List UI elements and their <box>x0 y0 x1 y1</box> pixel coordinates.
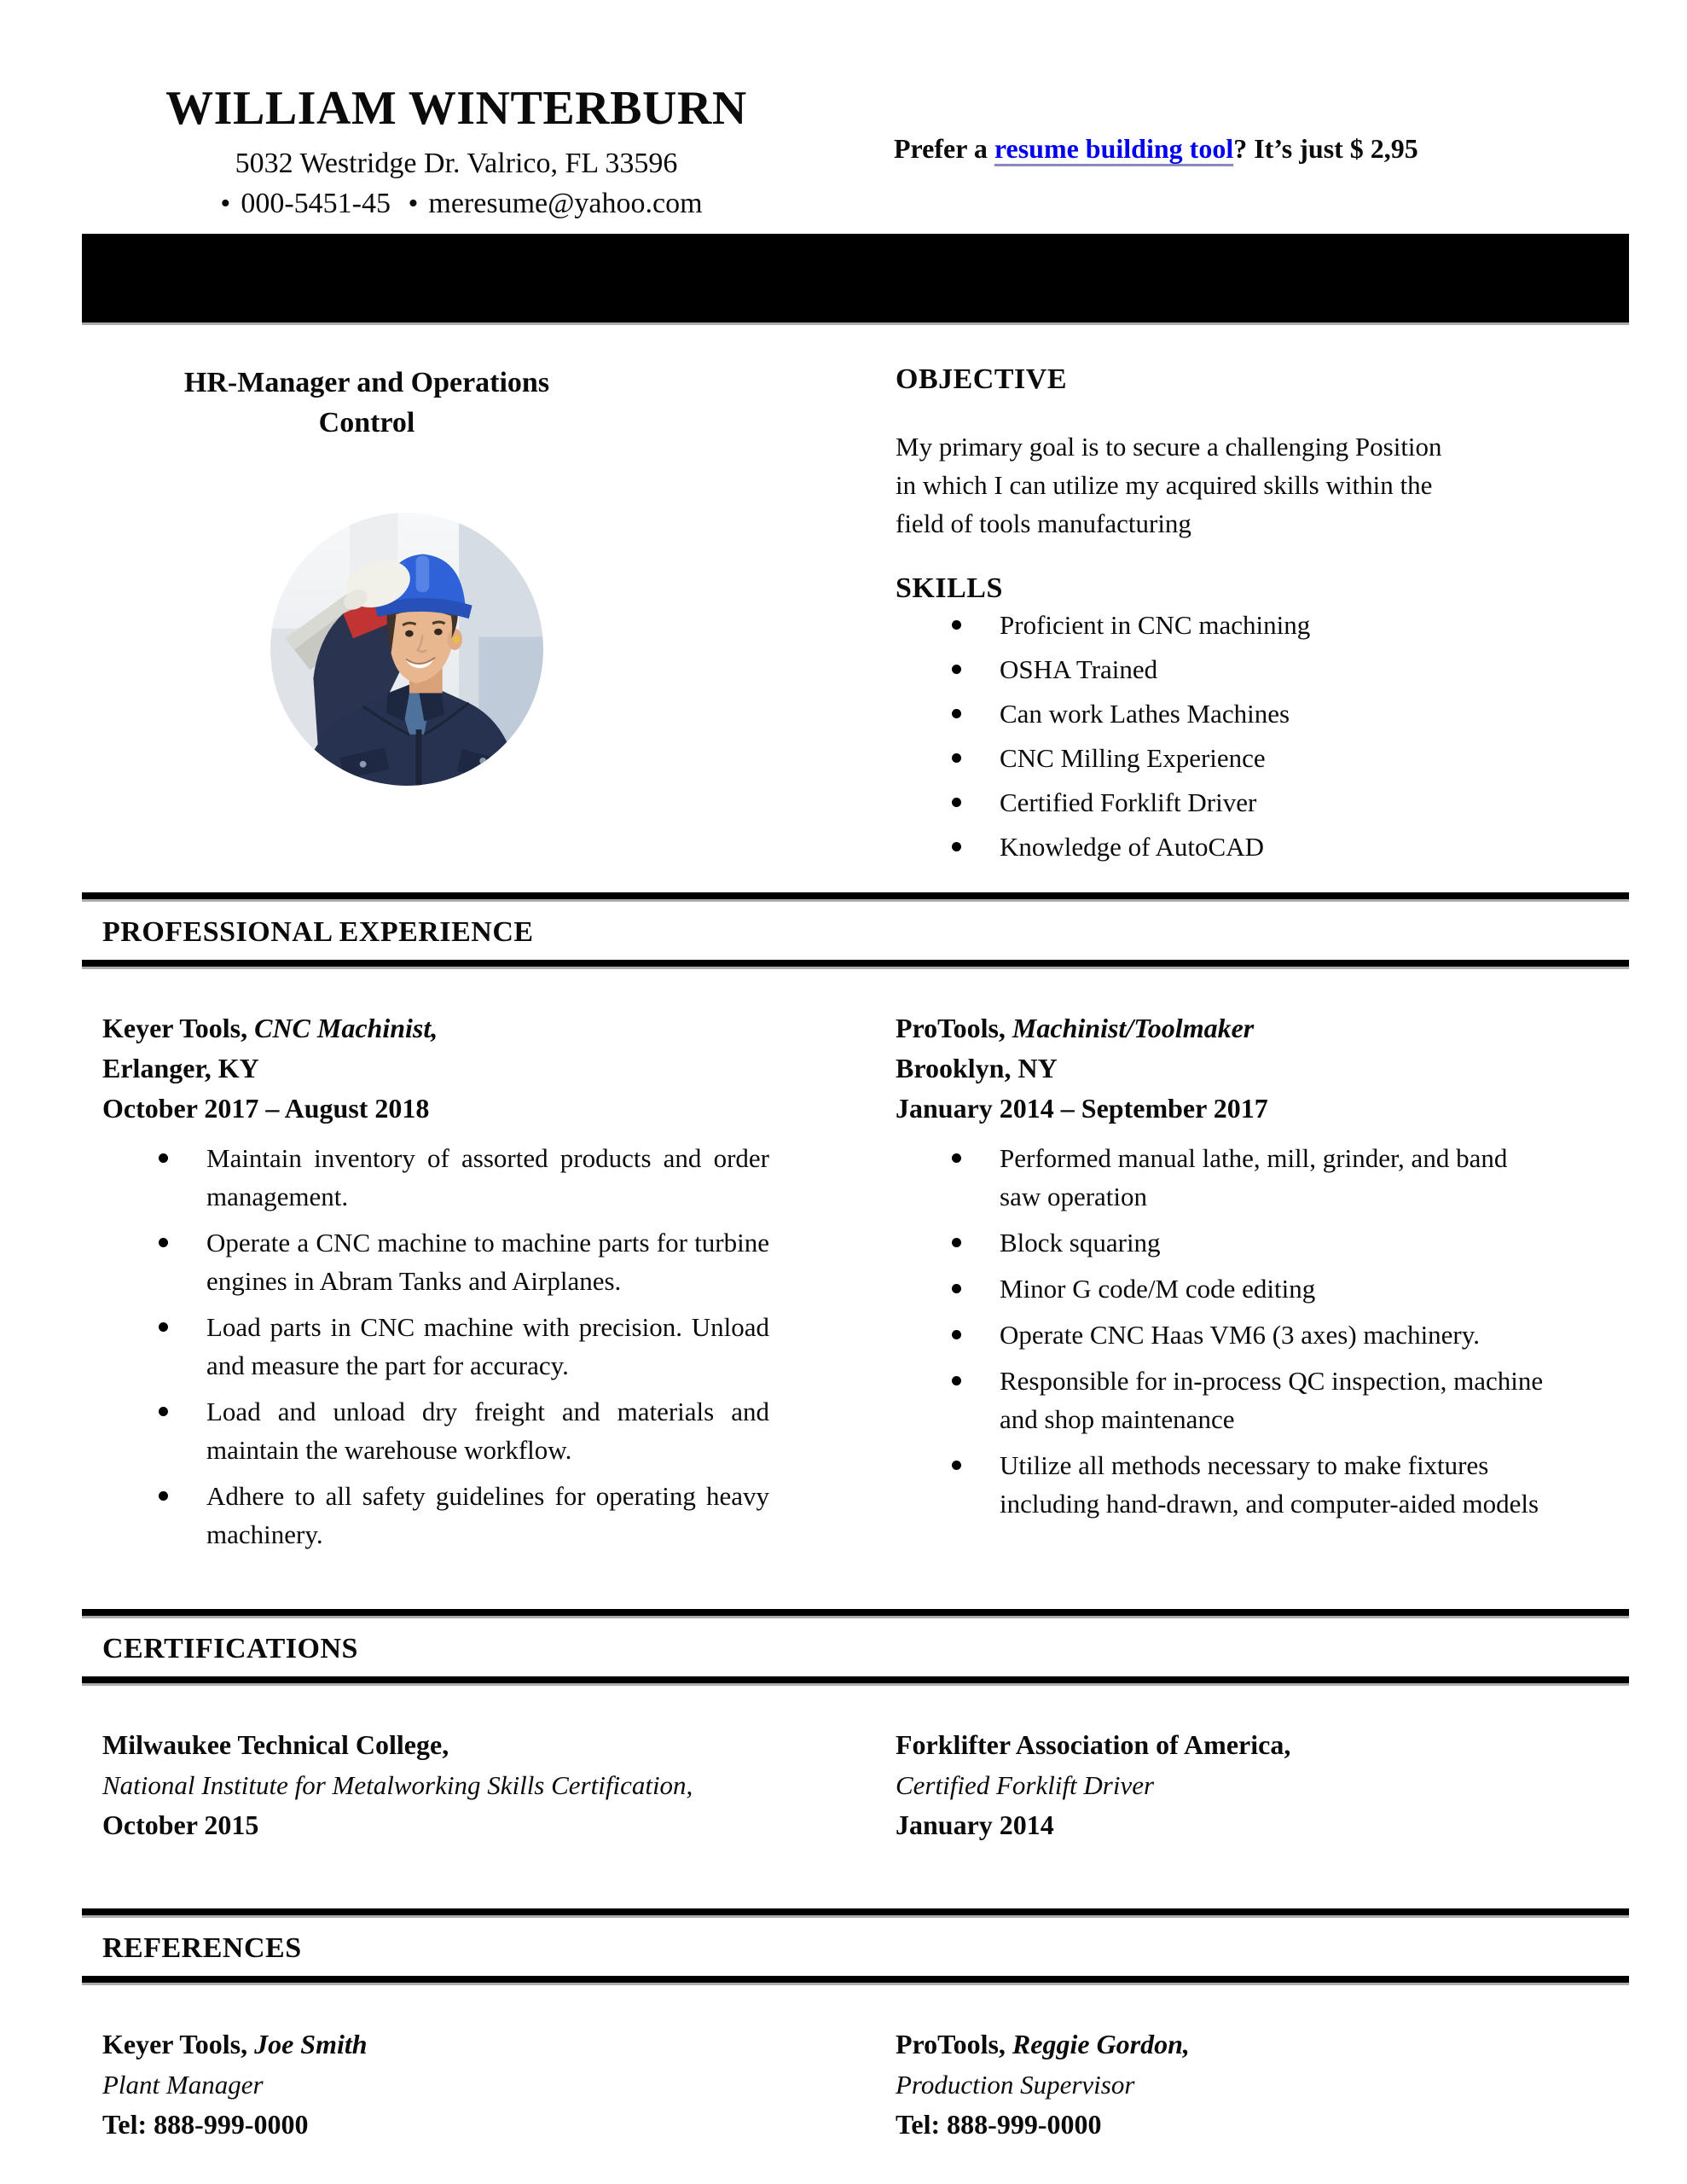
skill-item: Proficient in CNC machining <box>896 606 1625 644</box>
header-divider <box>82 234 1629 325</box>
job-bullet: Load and unload dry freight and materials and maintain the warehouse workflow. <box>102 1392 810 1469</box>
skill-item: CNC Milling Experience <box>896 739 1625 777</box>
profile-right-column <box>896 363 1625 872</box>
bullet-icon <box>952 1238 961 1247</box>
references-section-heading <box>0 1908 1687 1985</box>
divider <box>82 1676 1629 1686</box>
experience-jobs <box>0 1008 1687 1609</box>
bullet-icon <box>952 1330 961 1339</box>
skills-heading: SKILLS <box>896 572 1003 604</box>
job-entry <box>896 1008 1625 1561</box>
job-bullet: Block squaring <box>896 1223 1625 1262</box>
bullet-separator-icon: • <box>408 188 419 219</box>
skills-list <box>896 606 1625 866</box>
job-location: Brooklyn, NY <box>896 1053 1058 1083</box>
email-address: meresume@yahoo.com <box>428 188 703 219</box>
certification-entry <box>896 1725 1625 1845</box>
job-bullet-list <box>102 1139 810 1554</box>
promo-suffix: ? It’s just $ 2,95 <box>1233 133 1418 164</box>
reference-phone: Tel: 888-999-0000 <box>102 2109 309 2140</box>
reference-company: ProTools, <box>896 2029 1006 2059</box>
job-bullet: Minor G code/M code editing <box>896 1269 1625 1308</box>
job-bullet: Maintain inventory of assorted products and order management. <box>102 1139 810 1216</box>
bullet-icon <box>159 1153 168 1163</box>
bullet-separator-icon: • <box>220 188 231 219</box>
promo-banner <box>894 133 1418 165</box>
profile-left-column <box>102 363 810 872</box>
certification-org: Forklifter Association of America, <box>896 1729 1291 1760</box>
worker-portrait-image <box>270 513 543 786</box>
job-role: CNC Machinist, <box>254 1013 438 1043</box>
bullet-icon <box>952 620 961 630</box>
job-role: Machinist/Toolmaker <box>1012 1013 1255 1043</box>
certifications-heading: CERTIFICATIONS <box>102 1633 358 1664</box>
resume-builder-link[interactable]: resume building tool <box>994 133 1234 164</box>
reference-entry <box>102 2024 810 2145</box>
bullet-icon <box>952 1284 961 1293</box>
skill-item: Can work Lathes Machines <box>896 694 1625 733</box>
reference-person: Reggie Gordon, <box>1012 2029 1190 2059</box>
references-heading: REFERENCES <box>102 1932 302 1964</box>
certification-entries <box>0 1725 1687 1908</box>
certification-org: Milwaukee Technical College, <box>102 1729 449 1760</box>
header <box>0 0 1687 224</box>
reference-company: Keyer Tools, <box>102 2029 248 2059</box>
reference-entries <box>0 2024 1687 2145</box>
job-bullet: Performed manual lathe, mill, grinder, and band saw operation <box>896 1139 1625 1216</box>
certification-date: January 2014 <box>896 1809 1054 1840</box>
bullet-icon <box>952 709 961 718</box>
bullet-icon <box>159 1491 168 1501</box>
skill-item: Knowledge of AutoCAD <box>896 828 1625 866</box>
job-bullet: Adhere to all safety guidelines for operating heavy machinery. <box>102 1477 810 1554</box>
job-title: HR-Manager and Operations Control <box>183 367 550 439</box>
experience-section-heading <box>0 892 1687 969</box>
bullet-icon <box>159 1238 168 1247</box>
job-bullet-list <box>896 1139 1625 1523</box>
profile-section <box>0 325 1687 892</box>
divider <box>82 1609 1629 1618</box>
company-name: ProTools, <box>896 1013 1006 1043</box>
bullet-icon <box>952 753 961 763</box>
divider <box>82 1976 1629 1985</box>
reference-role: Production Supervisor <box>896 2070 1135 2100</box>
bullet-icon <box>952 665 961 674</box>
promo-prefix: Prefer a <box>894 133 994 164</box>
experience-heading: PROFESSIONAL EXPERIENCE <box>102 916 534 948</box>
job-location: Erlanger, KY <box>102 1053 259 1083</box>
job-bullet: Responsible for in-process QC inspection, machine and shop maintenance <box>896 1362 1625 1438</box>
candidate-name: WILLIAM WINTERBURN <box>165 82 747 135</box>
job-bullet: Load parts in CNC machine with precision. Unload and measure the part for accuracy. <box>102 1308 810 1385</box>
certification-program: National Institute for Metalworking Skills Certification, <box>102 1770 693 1800</box>
address-line: 5032 Westridge Dr. Valrico, FL 33596 <box>235 148 678 179</box>
skill-item: OSHA Trained <box>896 650 1625 688</box>
job-bullet: Operate CNC Haas VM6 (3 axes) machinery. <box>896 1316 1625 1354</box>
bullet-icon <box>952 798 961 807</box>
skill-item: Certified Forklift Driver <box>896 783 1625 822</box>
phone-number: 000-5451-45 <box>241 188 391 219</box>
job-entry <box>102 1008 810 1561</box>
divider <box>82 960 1629 969</box>
job-header <box>102 1008 810 1129</box>
certification-date: October 2015 <box>102 1809 259 1840</box>
certification-program: Certified Forklift Driver <box>896 1770 1155 1800</box>
reference-entry <box>896 2024 1625 2145</box>
job-header <box>896 1008 1625 1129</box>
bullet-icon <box>952 1461 961 1470</box>
job-bullet: Utilize all methods necessary to make fixtures including hand-drawn, and computer-aided models <box>896 1446 1625 1523</box>
divider <box>82 892 1629 902</box>
bullet-icon <box>159 1407 168 1416</box>
reference-phone: Tel: 888-999-0000 <box>896 2109 1102 2140</box>
reference-person: Joe Smith <box>254 2029 368 2059</box>
certifications-section-heading <box>0 1609 1687 1686</box>
divider <box>82 1908 1629 1918</box>
contact-line <box>102 183 810 224</box>
job-bullet: Operate a CNC machine to machine parts for turbine engines in Abram Tanks and Airplanes. <box>102 1223 810 1300</box>
objective-text: My primary goal is to secure a challenging Position in which I can utilize my acquired skills within the field of tools manufacturing <box>896 432 1442 538</box>
job-dates: January 2014 – September 2017 <box>896 1093 1268 1124</box>
reference-role: Plant Manager <box>102 2070 264 2100</box>
objective-heading: OBJECTIVE <box>896 363 1067 395</box>
profile-photo <box>270 513 543 786</box>
bullet-icon <box>952 1376 961 1385</box>
certification-entry <box>102 1725 810 1845</box>
bullet-icon <box>952 1153 961 1163</box>
bullet-icon <box>159 1322 168 1332</box>
job-dates: October 2017 – August 2018 <box>102 1093 430 1124</box>
company-name: Keyer Tools, <box>102 1013 248 1043</box>
identity-block <box>102 82 810 224</box>
bullet-icon <box>952 842 961 851</box>
